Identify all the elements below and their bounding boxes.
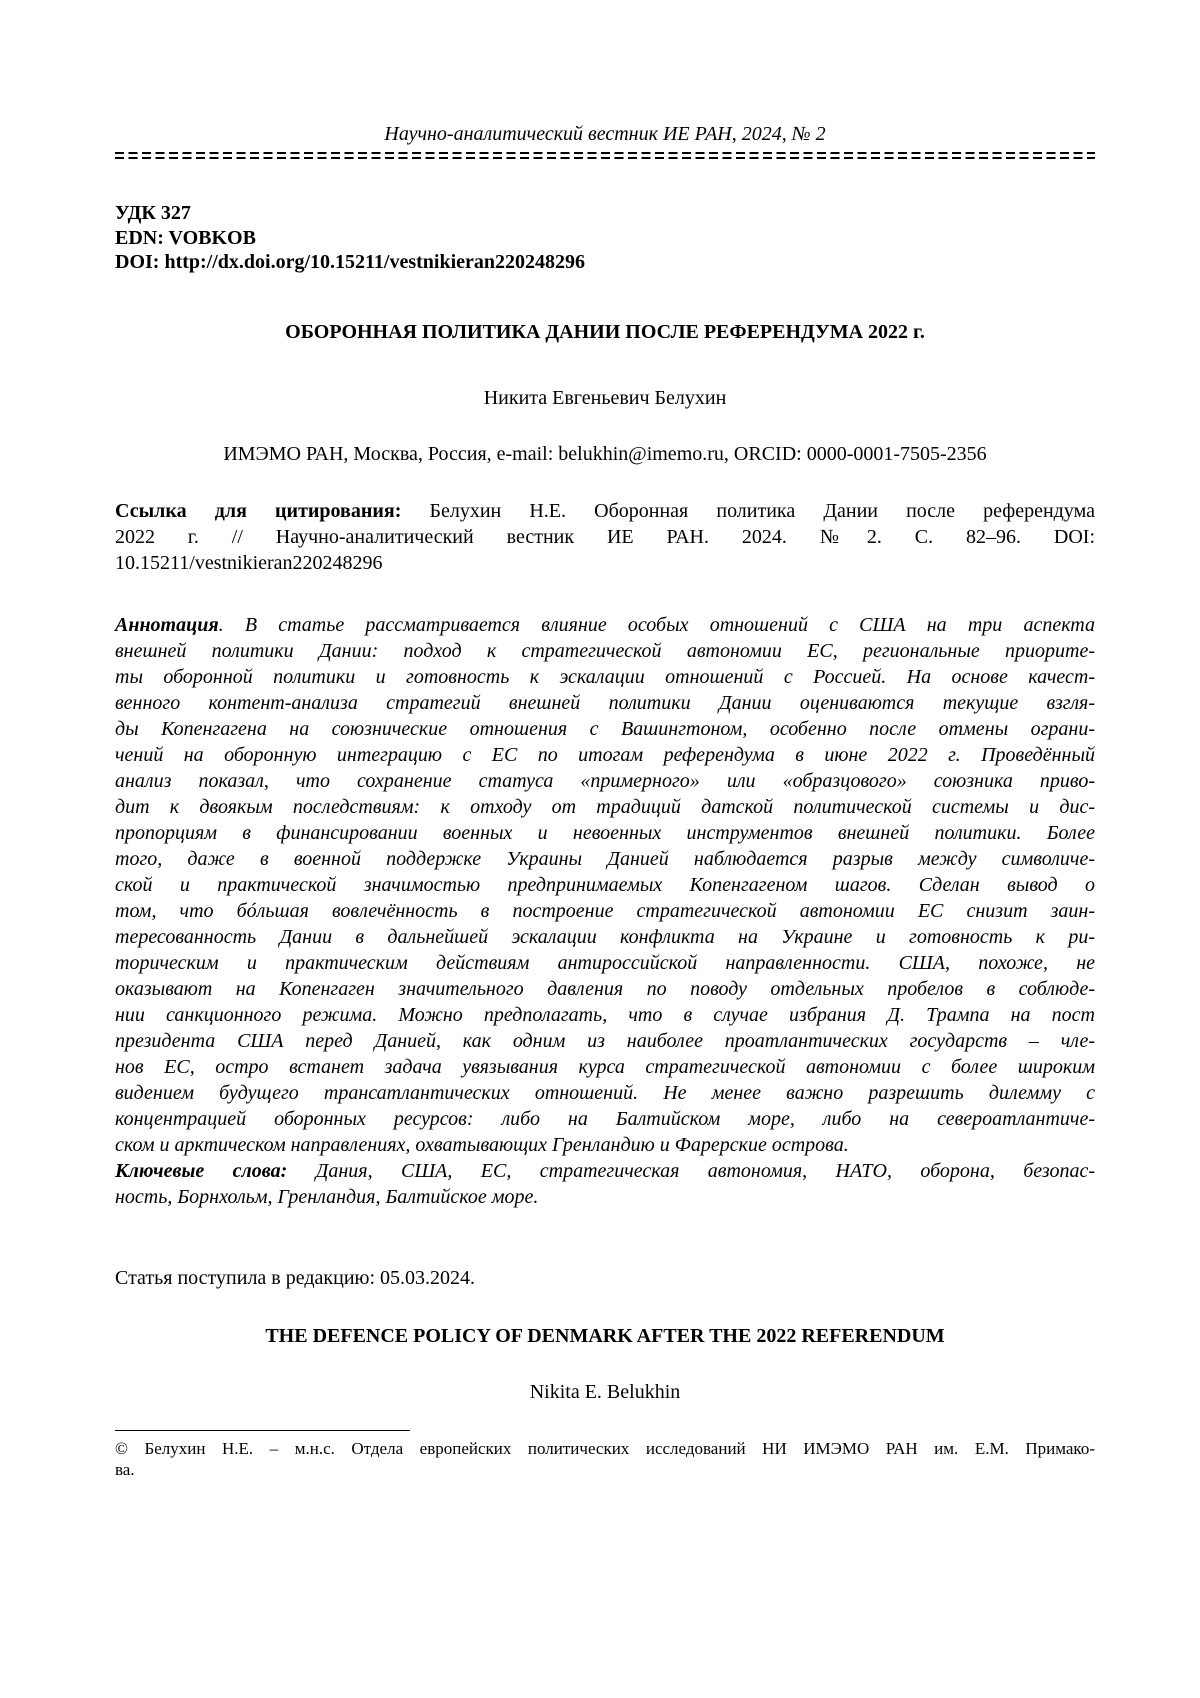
abstract-line: анализ показал, что сохранение статуса «примерного» или «образцового» союзника приво-	[115, 770, 1095, 792]
author-footnote	[115, 1438, 1095, 1480]
abstract-line: том, что бóльшая вовлечённость в построение стратегической автономии ЕС снизит заин-	[115, 900, 1095, 922]
abstract-line: ды Копенгагена на союзнические отношения с Вашингтоном, особенно после отмены ограни-	[115, 718, 1095, 740]
footnote-line: © Белухин Н.Е. – м.н.с. Отдела европейских политических исследований НИ ИМЭМО РАН им. Е.М. Примако-	[115, 1439, 1095, 1458]
keywords-line: Ключевые слова: Дания, США, ЕС, стратегическая автономия, НАТО, оборона, безопас-	[115, 1160, 1095, 1182]
abstract-line: того, даже в военной поддержке Украины Данией наблюдается разрыв между символиче-	[115, 848, 1095, 870]
keywords-label: Ключевые слова:	[115, 1160, 288, 1182]
author-affiliation: ИМЭМО РАН, Москва, Россия, e-mail: belukhin@imemo.ru, ORCID: 0000-0001-7505-2356	[223, 443, 987, 465]
article-title-en: THE DEFENCE POLICY OF DENMARK AFTER THE 2022 REFERENDUM	[265, 1325, 945, 1347]
citation-line: Ссылка для цитирования: Белухин Н.Е. Оборонная политика Дании после референдума	[115, 500, 1095, 522]
abstract-line: ской и практической значимостью предпринимаемых Копенгагеном шагов. Сделан вывод о	[115, 874, 1095, 896]
abstract-line: тересованность Дании в дальнейшей эскалации конфликта на Украине и готовность к ри-	[115, 926, 1095, 948]
citation-label: Ссылка для цитирования:	[115, 500, 402, 522]
udc-code: УДК 327	[115, 202, 191, 224]
abstract-line: нии санкционного режима. Можно предполагать, что в случае избрания Д. Трампа на пост	[115, 1004, 1095, 1026]
abstract-line: ском и арктическом направлениях, охватывающих Гренландию и Фарерские острова.	[115, 1134, 849, 1156]
abstract-line: ты оборонной политики и готовность к эскалации отношений с Россией. На основе качест-	[115, 666, 1095, 688]
abstract-line: чений на оборонную интеграцию с ЕС по итогам референдума в июне 2022 г. Проведённый	[115, 744, 1095, 766]
article-title-ru: ОБОРОННАЯ ПОЛИТИКА ДАНИИ ПОСЛЕ РЕФЕРЕНДУМА 2022 г.	[285, 321, 925, 343]
author-name-ru: Никита Евгеньевич Белухин	[483, 387, 727, 409]
abstract-label: Аннотация	[115, 614, 219, 636]
keywords-line: ность, Борнхольм, Гренландия, Балтийское море.	[115, 1186, 539, 1208]
rule-line-bottom	[115, 157, 1095, 159]
abstract-line: президента США перед Данией, как одним из наиболее проатлантических государств – чле-	[115, 1030, 1095, 1052]
author-name-en: Nikita E. Belukhin	[529, 1381, 681, 1403]
double-dash-rule	[115, 151, 1095, 161]
abstract-line: пропорциям в финансировании военных и невоенных инструментов внешней политики. Более	[115, 822, 1095, 844]
received-date: Статья поступила в редакцию: 05.03.2024.	[115, 1267, 476, 1289]
citation-line: 2022 г. // Научно-аналитический вестник ИЕ РАН. 2024. №2. С. 82–96. DOI:	[115, 526, 1095, 548]
abstract-line: видением будущего трансатлантических отношений. Не менее важно разрешить дилемму с	[115, 1082, 1095, 1104]
abstract-line: торическим и практическим действиям антироссийской направленности. США, похоже, не	[115, 952, 1095, 974]
footnote-separator	[115, 1430, 410, 1431]
edn-code: EDN: VOBKOB	[115, 226, 256, 249]
rule-line-top	[115, 152, 1095, 154]
footnote-line: ва.	[115, 1460, 135, 1479]
abstract-line: внешней политики Дании: подход к стратегической автономии ЕС, региональные приорите-	[115, 640, 1095, 662]
abstract-line: венного контент-анализа стратегий внешней политики Дании оцениваются текущие взгля-	[115, 692, 1095, 714]
abstract-block	[115, 612, 1095, 1210]
running-head: Научно-аналитический вестник ИЕ РАН, 2024, № 2	[384, 123, 826, 145]
abstract-line: оказывают на Копенгаген значительного давления по поводу отдельных пробелов в соблюде-	[115, 978, 1095, 1000]
abstract-line: нов ЕС, остро встанет задача увязывания курса стратегической автономии с более широким	[115, 1056, 1095, 1078]
abstract-line: дит к двоякым последствиям: к отходу от традиций датской политической системы и дис-	[115, 796, 1095, 818]
citation-line: 10.15211/vestnikieran220248296	[115, 552, 383, 574]
abstract-line: Аннотация. В статье рассматривается влияние особых отношений с США на три аспекта	[115, 614, 1095, 636]
doi-link[interactable]: DOI: http://dx.doi.org/10.15211/vestnikieran220248296	[115, 251, 586, 273]
abstract-line: концентрацией оборонных ресурсов: либо на Балтийском море, либо на североатлантиче-	[115, 1108, 1095, 1130]
article-meta	[115, 201, 585, 275]
citation-block	[115, 498, 1095, 576]
